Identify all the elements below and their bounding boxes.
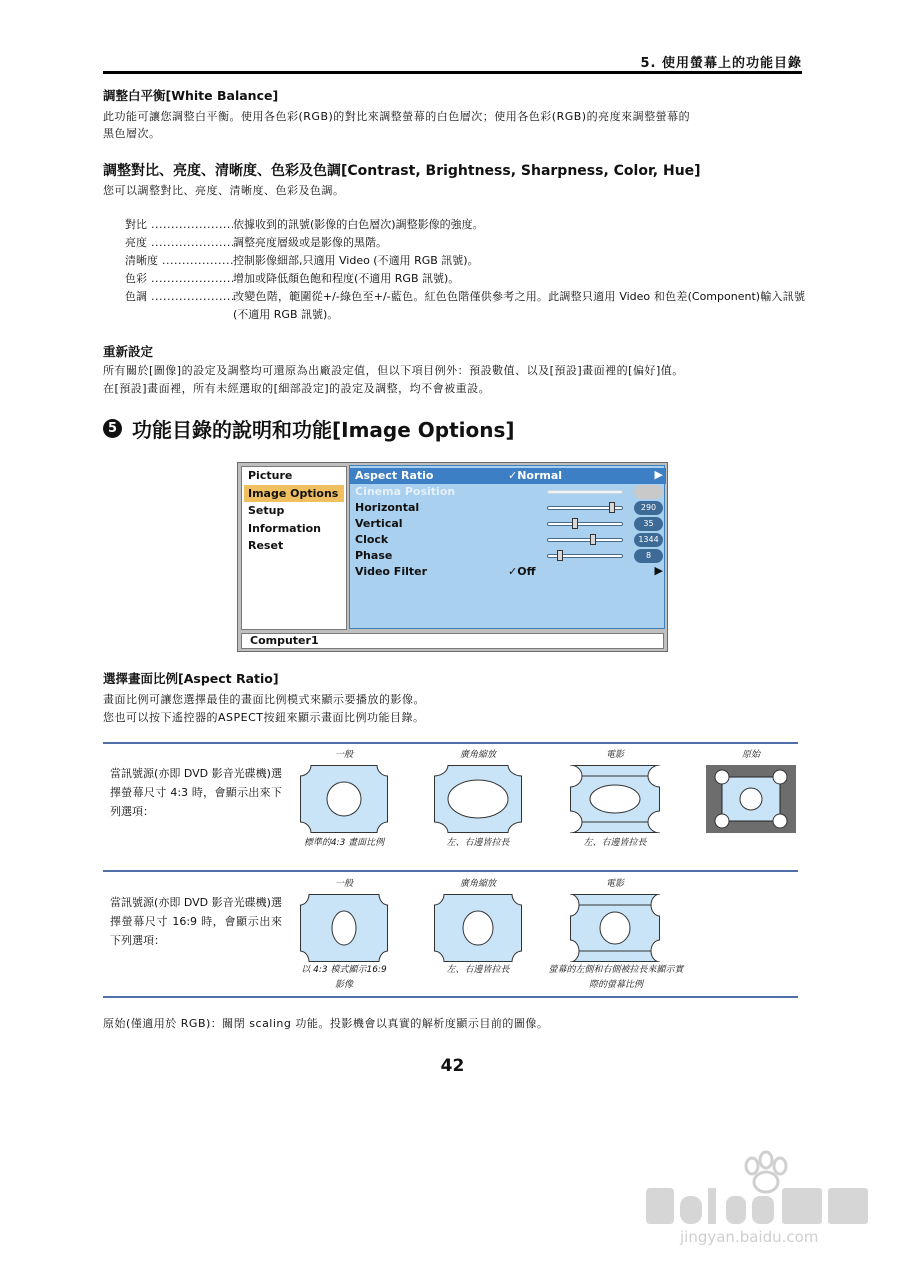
- menu-item-reset[interactable]: Reset: [248, 539, 284, 552]
- def-term: 色調 .....: [125, 288, 233, 324]
- table-rule-middle: [103, 870, 798, 872]
- value-badge: 290: [634, 501, 663, 515]
- page-number: 42: [440, 1056, 465, 1076]
- submenu-arrow-icon: ▶: [654, 564, 663, 577]
- diagram-169-wide-zoom: [434, 894, 522, 962]
- cinema-position-slider: [547, 490, 623, 494]
- def-hue: [125, 288, 805, 324]
- section-title-text: 功能目錄的說明和功能[Image Options]: [132, 418, 515, 442]
- slider-thumb[interactable]: [609, 502, 615, 513]
- value-badge: 35: [634, 517, 663, 531]
- value-badge: 8: [634, 549, 663, 563]
- def-term: 色彩 .....: [125, 270, 233, 288]
- aspect-heading: 選擇畫面比例[Aspect Ratio]: [103, 671, 279, 686]
- menu-row-clock[interactable]: [350, 532, 666, 548]
- adjust-heading: 調整對比、亮度、清晰度、色彩及色調[Contrast, Brightness, Sharpness, Color, Hue]: [103, 163, 701, 179]
- mode-label-normal-2: 一般: [334, 879, 353, 889]
- slider-thumb[interactable]: [557, 550, 563, 561]
- row-label: Vertical: [355, 517, 403, 530]
- native-note: 原始(僅適用於 RGB)：關閉 scaling 功能。投影機會以真實的解析度顯示目前的圖像。: [103, 1017, 549, 1030]
- diagram-43-wide-zoom: [434, 765, 522, 833]
- caption-43-wide-zoom: 左、右邊皆拉長: [446, 838, 510, 848]
- def-color: [125, 270, 805, 288]
- reset-text-2: 在[預設]畫面裡，所有未經選取的[細部設定]的設定及調整，均不會被重設。: [103, 382, 491, 395]
- mode-label-normal: 一般: [334, 750, 353, 760]
- mode-label-native: 原始: [741, 750, 760, 760]
- submenu-arrow-icon: ▶: [654, 468, 663, 481]
- reset-text-1: 所有關於[圖像]的設定及調整均可還原為出廠設定值，但以下項目例外：預設數值、以及[預設]畫面裡的[偏好]值。: [103, 364, 684, 377]
- menu-categories: [241, 466, 347, 630]
- caption-169-normal: 以 4:3 模式顯示16:9 影像: [301, 965, 387, 990]
- caption-43-cinema: 左、右邊皆拉長: [583, 838, 647, 848]
- diagram-43-cinema: [570, 765, 660, 833]
- row-value: ✓Normal: [508, 469, 563, 482]
- horizontal-slider[interactable]: [547, 506, 623, 510]
- row-label: Cinema Position: [355, 485, 456, 498]
- adjust-definition-list: [125, 216, 805, 324]
- white-balance-heading: 調整白平衡[White Balance]: [103, 88, 279, 103]
- row-label: Clock: [355, 533, 389, 546]
- def-term: 清晰度 .....: [125, 252, 233, 270]
- def-term: 對比 .....: [125, 216, 233, 234]
- def-brightness: [125, 234, 805, 252]
- phase-slider[interactable]: [547, 554, 623, 558]
- header-rule: [103, 71, 802, 74]
- onscreen-menu: [237, 462, 668, 652]
- menu-row-video-filter[interactable]: [350, 564, 666, 580]
- row2-description: 當訊號源(亦即 DVD 影音光碟機)選擇螢幕尺寸 16:9 時，會顯示出來下列選項：: [110, 896, 282, 947]
- row-label: Phase: [355, 549, 393, 562]
- menu-item-image-options[interactable]: Image Options: [244, 485, 344, 503]
- vertical-slider[interactable]: [547, 522, 623, 526]
- diagram-169-cinema: [570, 894, 660, 962]
- section-title: [103, 414, 515, 443]
- def-desc: 調整亮度層級或是影像的黑階。: [233, 236, 387, 249]
- row-label: Horizontal: [355, 501, 420, 514]
- mode-label-wide-zoom-2: 廣角縮放: [459, 879, 496, 889]
- reset-heading: 重新設定: [103, 344, 154, 359]
- value-badge: [634, 485, 663, 499]
- diagram-169-normal: [300, 894, 388, 962]
- menu-row-aspect-ratio[interactable]: [350, 468, 666, 484]
- table-rule-bottom: [103, 996, 798, 998]
- row-value: ✓Off: [508, 565, 536, 578]
- diagram-43-native: [706, 765, 796, 833]
- row1-description: 當訊號源(亦即 DVD 影音光碟機)選擇螢幕尺寸 4:3 時，會顯示出來下列選項：: [110, 767, 282, 818]
- menu-row-horizontal[interactable]: [350, 500, 666, 516]
- mode-label-wide-zoom: 廣角縮放: [459, 750, 496, 760]
- menu-source-indicator: Computer1: [241, 633, 664, 649]
- def-sharpness: [125, 252, 805, 270]
- row-label: Aspect Ratio: [355, 469, 434, 482]
- def-contrast: [125, 216, 805, 234]
- chapter-title: 5. 使用螢幕上的功能目錄: [640, 56, 802, 71]
- caption-169-wide-zoom: 左、右邊皆拉長: [446, 965, 510, 975]
- def-desc: 控制影像細部,只適用 Video (不適用 RGB 訊號)。: [233, 254, 479, 267]
- def-desc: 增加或降低顏色飽和程度(不適用 RGB 訊號)。: [233, 272, 460, 285]
- menu-item-setup[interactable]: Setup: [248, 504, 285, 517]
- def-desc: 依據收到的訊號(影像的白色層次)調整影像的強度。: [233, 218, 484, 231]
- slider-thumb[interactable]: [590, 534, 596, 545]
- aspect-text-1: 畫面比例可讓您選擇最佳的畫面比例模式來顯示要播放的影像。: [103, 693, 425, 706]
- image-options-panel: [349, 465, 665, 629]
- white-balance-text-2: 黑色層次。: [103, 127, 161, 140]
- menu-row-cinema-position: [350, 484, 666, 500]
- value-badge: 1344: [634, 533, 663, 547]
- menu-row-phase[interactable]: [350, 548, 666, 564]
- menu-row-vertical[interactable]: [350, 516, 666, 532]
- slider-thumb[interactable]: [572, 518, 578, 529]
- clock-slider[interactable]: [547, 538, 623, 542]
- svg-text:jingyan.baidu.com: jingyan.baidu.com: [680, 1228, 819, 1246]
- diagram-43-normal: [300, 765, 388, 833]
- menu-item-picture[interactable]: Picture: [248, 469, 293, 482]
- baidu-jingyan-watermark-logo: [640, 1148, 880, 1252]
- adjust-intro: 您可以調整對比、亮度、清晰度、色彩及色調。: [103, 184, 345, 197]
- aspect-text-2: 您也可以按下遙控器的ASPECT按鈕來顯示畫面比例功能目錄。: [103, 711, 425, 724]
- def-term: 亮度 .....: [125, 234, 233, 252]
- caption-169-cinema: 螢幕的左側和右側被拉長來顯示實際的螢幕比例: [548, 965, 684, 990]
- white-balance-text-1: 此功能可讓您調整白平衡。使用各色彩(RGB)的對比來調整螢幕的白色層次；使用各色彩(RGB)的亮度來調整螢幕的: [103, 110, 691, 123]
- table-rule-top: [103, 742, 798, 744]
- menu-item-information[interactable]: Information: [248, 521, 321, 535]
- row-label: Video Filter: [355, 565, 428, 578]
- mode-label-cinema-2: 電影: [605, 879, 624, 889]
- caption-43-normal: 標準的4:3 畫面比例: [303, 838, 385, 848]
- def-desc: 改變色階，範圍從+/-綠色至+/-藍色。紅色色階僅供參考之用。此調整只適用 Video 和色差(Component)輸入訊號(不適用 RGB 訊號)。: [233, 290, 805, 321]
- mode-label-cinema: 電影: [605, 750, 624, 760]
- section-number-bullet: 5: [103, 419, 122, 438]
